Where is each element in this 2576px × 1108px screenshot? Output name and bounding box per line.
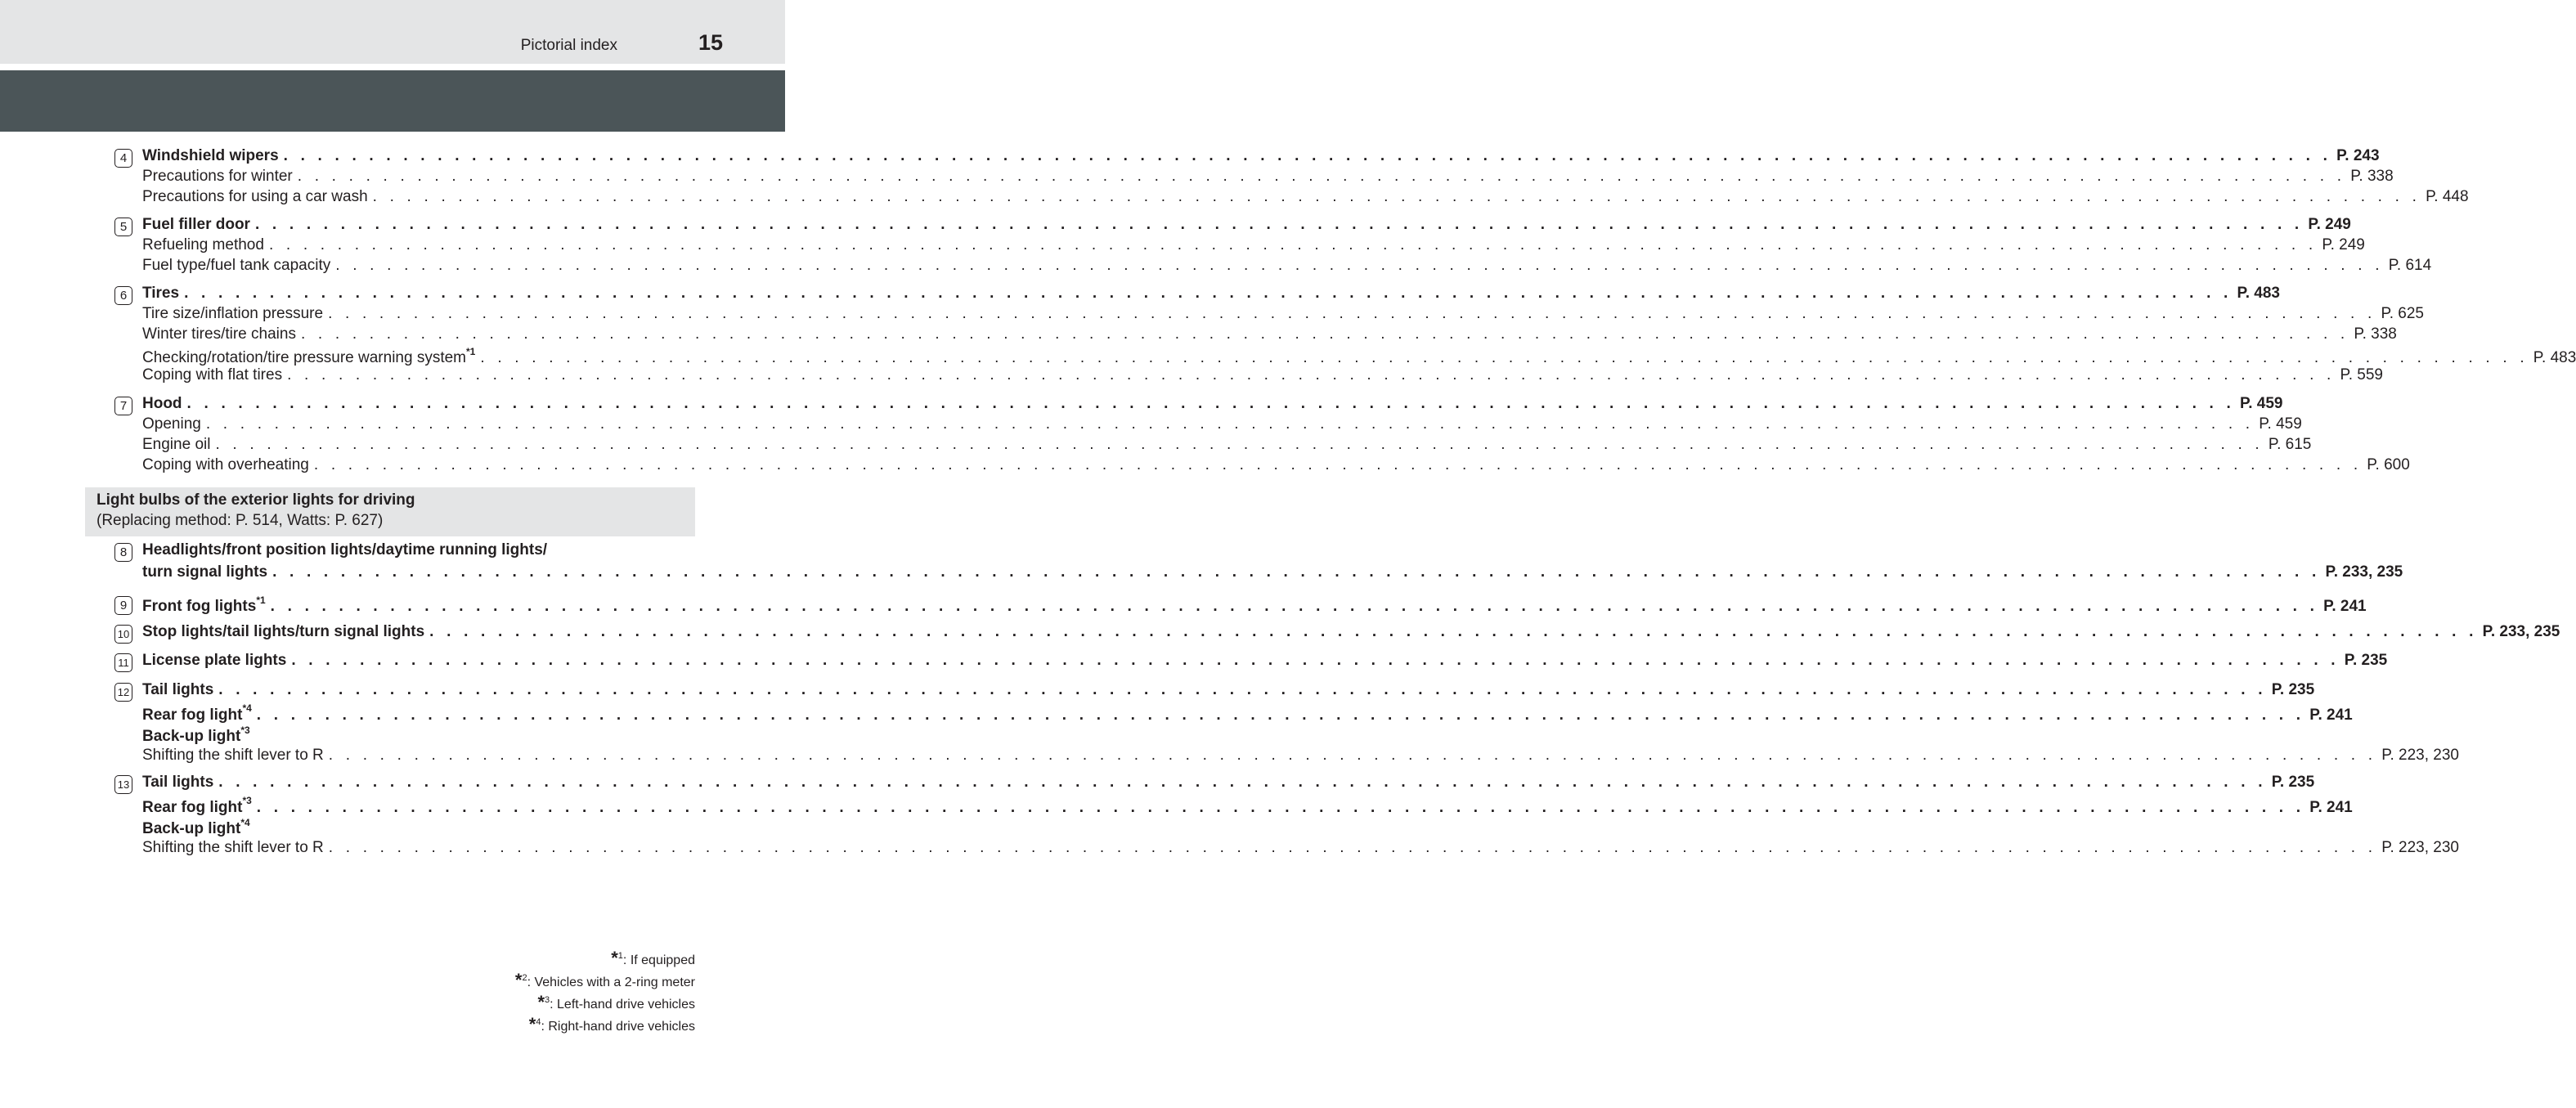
index-line-text: Engine oil (142, 436, 211, 453)
dot-leader: . . . . . . . . . . . . . . . . . . . . . . . . . . . . . . . . . . . . . . . . . . . . . . . . . . . . . . . . . . . . . . . . . . . . . . . . . . . . . . . . . . . . . . . . . . . . . . . . . . . . . . . . . . . . . . . . . . . . . . . . (270, 598, 2319, 615)
footnote-marker: *4 (240, 816, 250, 828)
page-reference[interactable]: P. 625 (2381, 305, 2424, 322)
index-line[interactable] (142, 838, 2459, 859)
page-reference[interactable]: P. 235 (2271, 774, 2315, 791)
dot-leader: . . . . . . . . . . . . . . . . . . . . . . . . . . . . . . . . . . . . . . . . . . . . . . . . . . . . . . . . . . . . . . . . . . . . . . . . . . . . . . . . . . . . . . . . . . . . . . . . . . . . . . . . . . . . . . . . . . . . . . . . (283, 147, 2332, 164)
page-reference[interactable]: P. 249 (2308, 216, 2351, 233)
index-line[interactable] (142, 257, 2432, 277)
index-line[interactable] (142, 563, 2403, 584)
page-reference[interactable]: P. 223, 230 (2381, 838, 2459, 856)
section-box (85, 487, 695, 536)
footnote: *$^1$: If equipped (611, 948, 695, 968)
index-line-text: Precautions for winter (142, 168, 293, 185)
index-line-text: Opening (142, 415, 201, 433)
dot-leader: . . . . . . . . . . . . . . . . . . . . . . . . . . . . . . . . . . . . . . . . . . . . . . . . . . . . . . . . . . . . . . . . . . . . . . . . . . . . . . . . . . . . . . . . . . . . . . . . . . . . . . . . . . . . . . . . . . . . . . . . (335, 257, 2384, 274)
index-line-text: Coping with overheating (142, 456, 309, 473)
dot-leader: . . . . . . . . . . . . . . . . . . . . . . . . . . . . . . . . . . . . . . . . . . . . . . . . . . . . . . . . . . . . . . . . . . . . . . . . . . . . . . . . . . . . . . . . . . . . . . . . . . . . . . . . . . . . . . . . . . . . . . . . (328, 305, 2376, 322)
index-line-text: Fuel type/fuel tank capacity (142, 257, 331, 274)
page-reference[interactable]: P. 614 (2388, 257, 2432, 274)
index-line[interactable] (142, 395, 2283, 415)
entry-number-badge: 12 (114, 683, 132, 702)
dot-leader: . . . . . . . . . . . . . . . . . . . . . . . . . . . . . . . . . . . . . . . . . . . . . . . . . . . . . . . . . . . . . . . . . . . . . . . . . . . . . . . . . . . . . . . . . . . . . . . . . . . . . . . . . . . . . . . . . . . . . . . . (184, 285, 2233, 302)
footnote: *$^2$: Vehicles with a 2-ring meter (514, 970, 695, 990)
dot-leader: . . . . . . . . . . . . . . . . . . . . . . . . . . . . . . . . . . . . . . . . . . . . . . . . . . . . . . . . . . . . . . . . . . . . . . . . . . . . . . . . . . . . . . . . . . . . . . . . . . . . . . . . . . . . . . . . . . . . . . . . (218, 774, 2267, 791)
page-reference[interactable]: P. 338 (2354, 325, 2397, 343)
page-reference[interactable]: P. 249 (2322, 236, 2365, 253)
index-line[interactable] (142, 702, 2353, 724)
dot-leader: . . . . . . . . . . . . . . . . . . . . . . . . . . . . . . . . . . . . . . . . . . . . . . . . . . . . . . . . . . . . . . . . . . . . . . . . . . . . . . . . . . . . . . . . . . . . . . . . . . . . . . . . . . . . . . . . . . . . . . . . (272, 563, 2321, 581)
dot-leader: . . . . . . . . . . . . . . . . . . . . . . . . . . . . . . . . . . . . . . . . . . . . . . . . . . . . . . . . . . . . . . . . . . . . . . . . . . . . . . . . . . . . . . . . . . . . . . . . . . . . . . . . . . . . . . . . . . . . . . . . (372, 188, 2421, 205)
dot-leader: . . . . . . . . . . . . . . . . . . . . . . . . . . . . . . . . . . . . . . . . . . . . . . . . . . . . . . . . . . . . . . . . . . . . . . . . . . . . . . . . . . . . . . . . . . . . . . . . . . . . . . . . . . . . . . . . . . . . . . . . (215, 436, 2264, 453)
dot-leader: . . . . . . . . . . . . . . . . . . . . . . . . . . . . . . . . . . . . . . . . . . . . . . . . . . . . . . . . . . . . . . . . . . . . . . . . . . . . . . . . . . . . . . . . . . . . . . . . . . . . . . . . . . . . . . . . . . . . . . . . (429, 623, 2478, 640)
index-line[interactable] (142, 285, 2280, 305)
page-reference[interactable]: P. 483 (2237, 285, 2280, 302)
index-line[interactable] (142, 188, 2469, 209)
section-box-subtitle: (Replacing method: P. 514, Watts: P. 627) (96, 512, 384, 529)
page-reference[interactable]: P. 459 (2259, 415, 2302, 433)
dot-leader: . . . . . . . . . . . . . . . . . . . . . . . . . . . . . . . . . . . . . . . . . . . . . . . . . . . . . . . . . . . . . . . . . . . . . . . . . . . . . . . . . . . . . . . . . . . . . . . . . . . . . . . . . . . . . . . . . . . . . . . . (205, 415, 2255, 433)
index-line-text: Headlights/front position lights/daytime running lights/ (142, 541, 548, 558)
entry-number-badge: 7 (114, 397, 132, 415)
index-line[interactable] (142, 415, 2302, 436)
index-line[interactable] (142, 541, 664, 562)
index-line-text: Hood (142, 395, 182, 412)
page-number: 15 (698, 30, 723, 55)
dot-leader: . . . . . . . . . . . . . . . . . . . . . . . . . . . . . . . . . . . . . . . . . . . . . . . . . . . . . . . . . . . . . . . . . . . . . . . . . . . . . . . . . . . . . . . . . . . . . . . . . . . . . . . . . . . . . . . . . . . . . . . . (254, 216, 2304, 233)
index-line[interactable] (142, 305, 2424, 325)
index-line-text: Rear fog light$^{*3}$ (142, 795, 252, 816)
dot-leader: . . . . . . . . . . . . . . . . . . . . . . . . . . . . . . . . . . . . . . . . . . . . . . . . . . . . . . . . . . . . . . . . . . . . . . . . . . . . . . . . . . . . . . . . . . . . . . . . . . . . . . . . . . . . . . . . . . . . . . . . (297, 168, 2346, 185)
index-line[interactable] (142, 774, 2315, 794)
dot-leader: . . . . . . . . . . . . . . . . . . . . . . . . . . . . . . . . . . . . . . . . . . . . . . . . . . . . . . . . . . . . . . . . . . . . . . . . . . . . . . . . . . . . . . . . . . . . . . . . . . . . . . . . . . . . . . . . . . . . . . . . (480, 349, 2529, 366)
index-line[interactable] (142, 216, 2351, 236)
entry-number-badge: 13 (114, 775, 132, 794)
page-reference[interactable]: P. 448 (2426, 188, 2469, 205)
index-line-text: Refueling method (142, 236, 264, 253)
index-line-text: License plate lights (142, 652, 287, 669)
index-line-text: turn signal lights (142, 563, 268, 581)
index-line-text: Windshield wipers (142, 147, 279, 164)
footnote-marker: *4 (242, 702, 252, 715)
footnote-marker: *3 (242, 795, 252, 807)
index-line[interactable] (142, 456, 2410, 477)
index-line[interactable] (142, 681, 2315, 702)
index-line-text: Shifting the shift lever to R (142, 838, 324, 856)
page-reference[interactable]: P. 233, 235 (2482, 623, 2560, 640)
entry-number-badge: 6 (114, 286, 132, 305)
page-reference[interactable]: P. 233, 235 (2325, 563, 2403, 581)
dot-leader: . . . . . . . . . . . . . . . . . . . . . . . . . . . . . . . . . . . . . . . . . . . . . . . . . . . . . . . . . . . . . . . . . . . . . . . . . . . . . . . . . . . . . . . . . . . . . . . . . . . . . . . . . . . . . . . . . . . . . . . . (328, 838, 2377, 856)
dot-leader: . . . . . . . . . . . . . . . . . . . . . . . . . . . . . . . . . . . . . . . . . . . . . . . . . . . . . . . . . . . . . . . . . . . . . . . . . . . . . . . . . . . . . . . . . . . . . . . . . . . . . . . . . . . . . . . . . . . . . . . . (328, 746, 2377, 764)
footnote-marker: *1 (466, 345, 476, 357)
index-line[interactable] (142, 795, 2353, 816)
index-line[interactable] (142, 345, 2576, 366)
page-reference[interactable]: P. 600 (2367, 456, 2410, 473)
dot-leader: . . . . . . . . . . . . . . . . . . . . . . . . . . . . . . . . . . . . . . . . . . . . . . . . . . . . . . . . . . . . . . . . . . . . . . . . . . . . . . . . . . . . . . . . . . . . . . . . . . . . . . . . . . . . . . . . . . . . . . . . (291, 652, 2340, 669)
page-reference[interactable]: P. 241 (2323, 598, 2367, 615)
index-line-text: Precautions for using a car wash (142, 188, 368, 205)
index-line[interactable] (142, 147, 2380, 168)
entry-number-badge: 9 (114, 596, 132, 615)
index-line[interactable] (142, 724, 664, 745)
index-line[interactable] (142, 366, 2383, 387)
index-line-text: Stop lights/tail lights/turn signal lights (142, 623, 425, 640)
dot-leader: . . . . . . . . . . . . . . . . . . . . . . . . . . . . . . . . . . . . . . . . . . . . . . . . . . . . . . . . . . . . . . . . . . . . . . . . . . . . . . . . . . . . . . . . . . . . . . . . . . . . . . . . . . . . . . . . . . . . . . . . (287, 366, 2336, 384)
section-title: Pictorial index (520, 37, 617, 54)
page-reference[interactable]: P. 459 (2239, 395, 2283, 412)
index-line-text: Rear fog light$^{*4}$ (142, 702, 252, 724)
dot-leader: . . . . . . . . . . . . . . . . . . . . . . . . . . . . . . . . . . . . . . . . . . . . . . . . . . . . . . . . . . . . . . . . . . . . . . . . . . . . . . . . . . . . . . . . . . . . . . . . . . . . . . . . . . . . . . . . . . . . . . . . (256, 706, 2305, 724)
index-line[interactable] (142, 236, 2365, 257)
dot-leader: . . . . . . . . . . . . . . . . . . . . . . . . . . . . . . . . . . . . . . . . . . . . . . . . . . . . . . . . . . . . . . . . . . . . . . . . . . . . . . . . . . . . . . . . . . . . . . . . . . . . . . . . . . . . . . . . . . . . . . . . (313, 456, 2363, 473)
entry-number-badge: 5 (114, 218, 132, 236)
index-line-text: Back-up light$^{*3}$ (142, 724, 250, 745)
page-reference[interactable]: P. 241 (2309, 798, 2353, 816)
index-line-text: Fuel filler door (142, 216, 250, 233)
dot-leader: . . . . . . . . . . . . . . . . . . . . . . . . . . . . . . . . . . . . . . . . . . . . . . . . . . . . . . . . . . . . . . . . . . . . . . . . . . . . . . . . . . . . . . . . . . . . . . . . . . . . . . . . . . . . . . . . . . . . . . . . (300, 325, 2349, 343)
index-line-text: Winter tires/tire chains (142, 325, 296, 343)
dot-leader: . . . . . . . . . . . . . . . . . . . . . . . . . . . . . . . . . . . . . . . . . . . . . . . . . . . . . . . . . . . . . . . . . . . . . . . . . . . . . . . . . . . . . . . . . . . . . . . . . . . . . . . . . . . . . . . . . . . . . . . . (218, 681, 2267, 698)
header-dark-band (0, 70, 785, 132)
index-line-text: Shifting the shift lever to R (142, 746, 324, 764)
entry-number-badge: 10 (114, 625, 132, 644)
index-line[interactable] (142, 652, 2388, 672)
index-line-text: Back-up light$^{*4}$ (142, 816, 250, 837)
index-line-text: Tail lights (142, 681, 214, 698)
index-line[interactable] (142, 746, 2459, 767)
footnote: *$^3$: Left-hand drive vehicles (537, 992, 695, 1012)
page-reference[interactable]: P. 243 (2336, 147, 2380, 164)
footnote-marker: *3 (240, 724, 250, 736)
index-line-text: Front fog lights$^{*1}$ (142, 594, 266, 615)
page-reference[interactable]: P. 615 (2268, 436, 2312, 453)
index-line[interactable] (142, 168, 2394, 188)
footnotes (515, 949, 695, 1037)
page-reference[interactable]: P. 483 (2533, 349, 2576, 366)
page-reference[interactable]: P. 235 (2344, 652, 2388, 669)
index-line[interactable] (142, 594, 2367, 615)
entry-number-badge: 4 (114, 149, 132, 168)
index-line[interactable] (142, 325, 2397, 346)
section-box-title: Light bulbs of the exterior lights for driving (96, 491, 415, 509)
dot-leader: . . . . . . . . . . . . . . . . . . . . . . . . . . . . . . . . . . . . . . . . . . . . . . . . . . . . . . . . . . . . . . . . . . . . . . . . . . . . . . . . . . . . . . . . . . . . . . . . . . . . . . . . . . . . . . . . . . . . . . . . (268, 236, 2318, 253)
page-reference[interactable]: P. 338 (2350, 168, 2394, 185)
index-line[interactable] (142, 436, 2312, 456)
page-reference[interactable]: P. 241 (2309, 706, 2353, 724)
footnote-marker: *1 (256, 594, 266, 606)
page-reference[interactable]: P. 235 (2271, 681, 2315, 698)
index-line-text: Tire size/inflation pressure (142, 305, 324, 322)
page-reference[interactable]: P. 223, 230 (2381, 746, 2459, 764)
index-line-text: Tires (142, 285, 180, 302)
dot-leader: . . . . . . . . . . . . . . . . . . . . . . . . . . . . . . . . . . . . . . . . . . . . . . . . . . . . . . . . . . . . . . . . . . . . . . . . . . . . . . . . . . . . . . . . . . . . . . . . . . . . . . . . . . . . . . . . . . . . . . . . (186, 395, 2235, 412)
index-line-text: Coping with flat tires (142, 366, 283, 384)
footnote: *$^4$: Right-hand drive vehicles (528, 1014, 695, 1034)
index-line-text: Tail lights (142, 774, 214, 791)
index-line[interactable] (142, 623, 2560, 644)
index-line-text: Checking/rotation/tire pressure warning system$^{*1}$ (142, 345, 476, 366)
entry-number-badge: 8 (114, 543, 132, 562)
header-bar (0, 0, 785, 64)
dot-leader: . . . . . . . . . . . . . . . . . . . . . . . . . . . . . . . . . . . . . . . . . . . . . . . . . . . . . . . . . . . . . . . . . . . . . . . . . . . . . . . . . . . . . . . . . . . . . . . . . . . . . . . . . . . . . . . . . . . . . . . . (256, 798, 2305, 816)
page-reference[interactable]: P. 559 (2340, 366, 2383, 384)
entry-number-badge: 11 (114, 653, 132, 672)
index-line[interactable] (142, 817, 664, 837)
